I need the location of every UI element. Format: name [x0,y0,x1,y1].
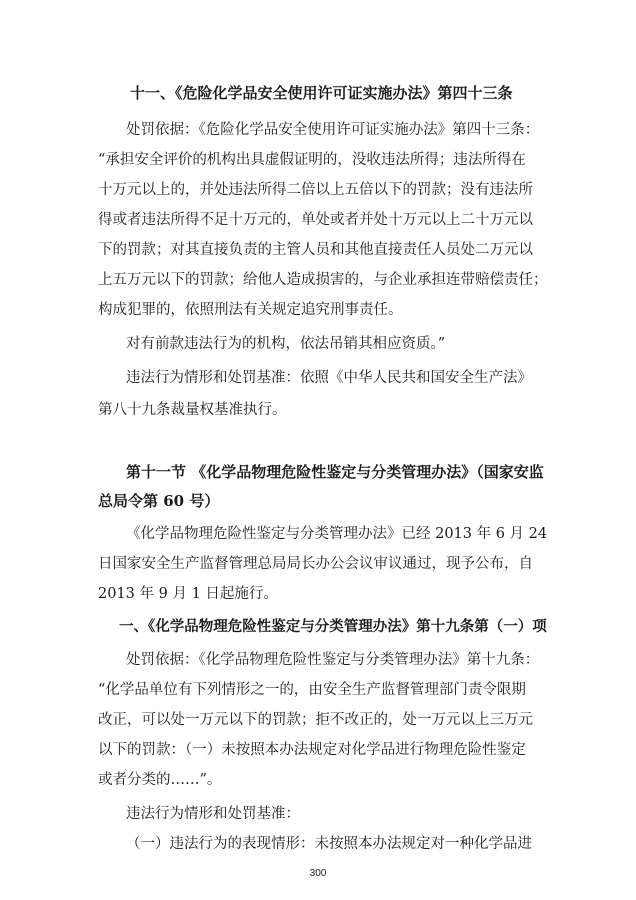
body-line: 构成犯罪的，依照刑法有关规定追究刑事责任。 [98,302,403,318]
body-line: 违法行为情形和处罚基准： [126,806,300,822]
page-number: 300 [309,868,327,879]
body-line: 《化学品物理危险性鉴定与分类管理办法》已经 2013 年 6 月 24 [126,526,548,542]
section-heading: 总局令第 60 号） [98,492,220,510]
article-heading: 一、《化学品物理危险性鉴定与分类管理办法》第十九条第（一）项 [119,618,547,635]
body-line: 上五万元以下的罚款；给他人造成损害的，与企业承担连带赔偿责任； [98,272,548,288]
body-line: “承担安全评价的机构出具虚假证明的，没收违法所得；违法所得在 [98,152,526,168]
body-line: 十万元以上的，并处违法所得二倍以上五倍以下的罚款；没有违法所 [98,182,533,198]
body-line: 改正，可以处一万元以下的罚款；拒不改正的，处一万元以上三万元 [98,712,533,728]
section-heading: 第十一节 《化学品物理危险性鉴定与分类管理办法》（国家安监 [126,463,544,481]
body-line: 处罚依据：《化学品物理危险性鉴定与分类管理办法》第十九条： [126,652,540,668]
body-line: 得或者违法所得不足十万元的，单处或者并处十万元以上二十万元以 [98,212,533,228]
body-line: 下的罚款；对其直接负责的主管人员和其他直接责任人员处二万元以 [98,242,533,258]
body-line: 以下的罚款：（一）未按照本办法规定对化学品进行物理危险性鉴定 [98,742,526,758]
body-line: 日国家安全生产监督管理总局局长办公会议审议通过，现予公布，自 [98,556,533,572]
body-line: 处罚依据：《危险化学品安全使用许可证实施办法》第四十三条： [126,122,540,138]
body-line: “化学品单位有下列情形之一的，由安全生产监督管理部门责令限期 [98,682,526,698]
body-line: 对有前款违法行为的机构，依法吊销其相应资质。” [126,336,446,352]
body-line: 或者分类的……”。 [98,772,222,788]
article-heading: 十一、《危险化学品安全使用许可证实施办法》第四十三条 [130,84,513,102]
body-line: 违法行为情形和处罚基准：依照《中华人民共和国安全生产法》 [126,370,532,386]
body-line: （一）违法行为的表现情形：未按照本办法规定对一种化学品进 [126,836,532,852]
body-line: 第八十九条裁量权基准执行。 [98,402,287,418]
body-line: 2013 年 9 月 1 日起施行。 [98,586,278,602]
